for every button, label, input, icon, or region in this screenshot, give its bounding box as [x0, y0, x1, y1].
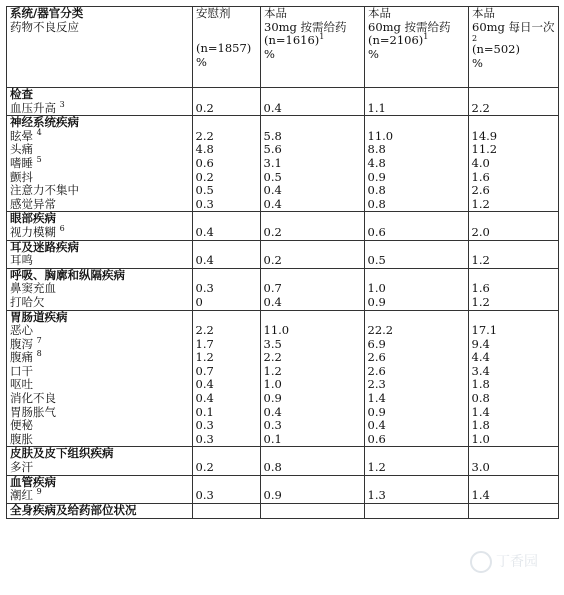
header-daily-n: (n=502) — [472, 42, 520, 57]
percentage-value: 0.8 — [367, 183, 386, 198]
header-placebo-n: (n=1857) — [196, 41, 252, 56]
footnote-marker: 7 — [36, 335, 42, 345]
percentage-value: 0.9 — [367, 169, 386, 184]
reaction-name: 消化不良 — [10, 391, 56, 406]
header-60mg-pct: % — [368, 46, 379, 61]
footnote-marker: 8 — [36, 349, 42, 359]
percentage-value: 2.2 — [195, 128, 214, 143]
percentage-value: 6.9 — [367, 336, 386, 351]
category-cell — [7, 268, 559, 310]
percentage-value: 0.1 — [195, 404, 214, 419]
percentage-value: 4.0 — [471, 155, 490, 170]
reaction-name: 潮红 $^9$ — [10, 487, 42, 503]
percentage-value: 0.9 — [263, 488, 282, 503]
reaction-name: 胃肠胀气 — [10, 404, 56, 419]
header-daily-line: 60mg 每日一次 — [472, 19, 555, 34]
category-label: 眼部疾病 — [10, 211, 56, 226]
percentage-value: 1.2 — [367, 460, 386, 475]
category-label: 血管疾病 — [10, 474, 56, 489]
category-cell — [7, 212, 559, 240]
header-placebo-line: 安慰剂 — [196, 6, 231, 20]
percentage-value: 0.9 — [263, 391, 282, 406]
header-daily-line: 本品 — [472, 6, 495, 20]
percentage-value: 0.2 — [263, 253, 282, 268]
header-placebo-pct: % — [196, 54, 207, 69]
percentage-value: 0.4 — [195, 391, 214, 406]
percentage-value: 0 — [195, 294, 203, 309]
reaction-name: 打哈欠 — [10, 294, 45, 309]
percentage-value: 0.6 — [195, 155, 214, 170]
percentage-value: 2.3 — [367, 377, 386, 392]
value-cell — [192, 88, 260, 115]
reaction-name-cell — [7, 88, 192, 115]
footnote-marker: 6 — [59, 224, 65, 234]
value-cell — [468, 269, 558, 310]
category-row — [7, 88, 559, 116]
reaction-name: 鼻窦充血 — [10, 281, 56, 296]
watermark-ring-icon — [470, 551, 492, 573]
reaction-name: 感觉异常 — [10, 196, 56, 211]
percentage-value: 22.2 — [367, 323, 394, 338]
value-cell — [260, 241, 364, 268]
percentage-value: 0.7 — [263, 281, 282, 296]
percentage-value: 2.2 — [263, 350, 282, 365]
percentage-value: 5.6 — [263, 142, 282, 157]
header-30mg-line: 本品 — [264, 6, 287, 20]
category-row — [7, 475, 559, 503]
value-cell — [260, 269, 364, 310]
value-cell — [468, 88, 558, 115]
reaction-name-cell — [7, 476, 192, 503]
value-cell — [192, 447, 260, 474]
value-cell — [260, 447, 364, 474]
header-daily-sup: 2 — [472, 34, 478, 44]
percentage-value: 3.0 — [471, 460, 490, 475]
percentage-value: 11.2 — [471, 142, 498, 157]
value-cell — [192, 116, 260, 211]
percentage-value: 2.6 — [471, 183, 490, 198]
percentage-value: 1.1 — [367, 100, 386, 115]
value-cell — [364, 447, 468, 474]
reaction-name: 颤抖 — [10, 169, 33, 184]
value-cell — [364, 241, 468, 268]
category-cell — [7, 310, 559, 447]
percentage-value: 0.4 — [263, 100, 282, 115]
footnote-marker: 9 — [36, 487, 42, 497]
percentage-value: 0.4 — [263, 294, 282, 309]
category-row — [7, 503, 559, 518]
reaction-name-cell — [7, 447, 192, 474]
header-reaction-title: 药物不良反应 — [10, 19, 79, 34]
reaction-name: 眩晕 $^4$ — [10, 127, 42, 143]
value-cell — [192, 476, 260, 503]
category-cell — [7, 88, 559, 116]
value-cell — [468, 476, 558, 503]
category-cell — [7, 240, 559, 268]
header-30mg-pct: % — [264, 46, 275, 61]
value-cell — [364, 311, 468, 447]
percentage-value: 0.3 — [195, 488, 214, 503]
category-cell — [7, 116, 559, 212]
value-cell — [364, 476, 468, 503]
reaction-name: 便秘 — [10, 418, 33, 433]
value-cell — [468, 311, 558, 447]
header-daily-pct: % — [472, 55, 483, 70]
header-30mg-cell — [261, 7, 365, 88]
header-row — [7, 7, 559, 88]
percentage-value: 1.4 — [471, 404, 490, 419]
category-cell — [7, 475, 559, 503]
percentage-value: 1.0 — [471, 431, 490, 446]
reaction-name-cell — [7, 311, 192, 447]
reaction-name-cell — [7, 116, 192, 211]
percentage-value: 1.8 — [471, 418, 490, 433]
percentage-value: 0.5 — [263, 169, 282, 184]
percentage-value: 1.3 — [367, 488, 386, 503]
header-placebo-line — [196, 21, 257, 35]
percentage-value: 8.8 — [367, 142, 386, 157]
percentage-value: 0.4 — [263, 404, 282, 419]
percentage-value: 0.8 — [367, 196, 386, 211]
percentage-value: 2.6 — [367, 350, 386, 365]
percentage-value: 0.2 — [195, 460, 214, 475]
percentage-value: 0.5 — [367, 253, 386, 268]
reaction-name: 腹痛 $^8$ — [10, 349, 42, 365]
percentage-value: 0.1 — [263, 431, 282, 446]
reaction-name: 恶心 — [10, 323, 33, 338]
percentage-value: 1.0 — [263, 377, 282, 392]
header-60mg-daily-cell — [469, 7, 559, 88]
percentage-value: 11.0 — [367, 128, 394, 143]
value-cell — [192, 504, 260, 518]
value-cell — [192, 212, 260, 239]
value-cell — [468, 212, 558, 239]
percentage-value: 2.0 — [471, 224, 490, 239]
value-cell — [468, 116, 558, 211]
percentage-value: 0.9 — [367, 294, 386, 309]
category-row — [7, 212, 559, 240]
category-label: 耳及迷路疾病 — [10, 239, 79, 254]
percentage-value: 14.9 — [471, 128, 498, 143]
percentage-value: 0.8 — [471, 391, 490, 406]
percentage-value: 0.4 — [263, 196, 282, 211]
value-cell — [192, 311, 260, 447]
header-30mg-n: (n=1616)$^1$ — [264, 32, 325, 48]
percentage-value: 0.4 — [195, 253, 214, 268]
reaction-name: 头痛 — [10, 142, 33, 157]
header-placebo-cell — [193, 7, 261, 88]
value-cell — [468, 447, 558, 474]
category-label: 神经系统疾病 — [10, 115, 79, 130]
percentage-value: 4.8 — [195, 142, 214, 157]
reaction-name: 呕吐 — [10, 377, 33, 392]
percentage-value: 4.4 — [471, 350, 490, 365]
percentage-value: 1.2 — [471, 294, 490, 309]
percentage-value: 1.2 — [263, 363, 282, 378]
percentage-value: 3.4 — [471, 363, 490, 378]
percentage-value: 2.2 — [195, 323, 214, 338]
percentage-value: 1.2 — [195, 350, 214, 365]
value-cell — [364, 212, 468, 239]
percentage-value: 9.4 — [471, 336, 490, 351]
percentage-value: 17.1 — [471, 323, 498, 338]
category-row — [7, 447, 559, 475]
percentage-value: 1.2 — [471, 253, 490, 268]
reaction-name: 耳鸣 — [10, 253, 33, 268]
percentage-value: 0.7 — [195, 363, 214, 378]
value-cell — [364, 504, 468, 518]
percentage-value: 1.6 — [471, 169, 490, 184]
percentage-value: 2.2 — [471, 100, 490, 115]
percentage-value: 0.4 — [367, 418, 386, 433]
category-label: 皮肤及皮下组织疾病 — [10, 446, 114, 461]
percentage-value: 0.2 — [195, 169, 214, 184]
value-cell — [192, 269, 260, 310]
percentage-value: 0.2 — [263, 224, 282, 239]
category-label: 全身疾病及给药部位状况 — [10, 502, 137, 517]
percentage-value: 0.2 — [195, 100, 214, 115]
percentage-value: 1.4 — [367, 391, 386, 406]
value-cell — [364, 116, 468, 211]
percentage-value: 0.3 — [195, 196, 214, 211]
header-category-title: 系统/器官分类 — [10, 6, 84, 20]
adverse-reactions-table — [6, 6, 559, 519]
percentage-value: 3.5 — [263, 336, 282, 351]
percentage-value: 2.6 — [367, 363, 386, 378]
percentage-value: 1.7 — [195, 336, 214, 351]
value-cell — [260, 311, 364, 447]
reaction-name: 注意力不集中 — [10, 183, 79, 198]
value-cell — [260, 476, 364, 503]
percentage-value: 4.8 — [367, 155, 386, 170]
reaction-name: 多汗 — [10, 460, 33, 475]
value-cell — [260, 88, 364, 115]
category-cell — [7, 447, 559, 475]
value-cell — [260, 116, 364, 211]
percentage-value: 1.2 — [471, 196, 490, 211]
value-cell — [364, 88, 468, 115]
reaction-name-cell — [7, 212, 192, 239]
header-30mg-line: 30mg 按需给药 — [264, 19, 347, 34]
watermark-logo — [470, 551, 550, 577]
reaction-name-cell — [7, 504, 192, 518]
header-category-cell — [7, 7, 193, 88]
percentage-value: 1.8 — [471, 377, 490, 392]
percentage-value: 0.4 — [263, 183, 282, 198]
percentage-value: 0.3 — [263, 418, 282, 433]
header-60mg-line: 60mg 按需给药 — [368, 19, 451, 34]
percentage-value: 1.4 — [471, 488, 490, 503]
value-cell — [260, 504, 364, 518]
footnote-marker: 5 — [36, 155, 42, 165]
category-label: 呼吸、胸廓和纵隔疾病 — [10, 267, 125, 282]
value-cell — [468, 504, 558, 518]
category-row — [7, 268, 559, 310]
category-label: 胃肠道疾病 — [10, 309, 68, 324]
value-cell — [260, 212, 364, 239]
percentage-value: 0.3 — [195, 418, 214, 433]
category-row — [7, 116, 559, 212]
value-cell — [364, 269, 468, 310]
reaction-name: 视力模糊 $^6$ — [10, 224, 65, 239]
reaction-name: 血压升高 $^3$ — [10, 99, 65, 115]
watermark-text: 丁香园 — [496, 554, 538, 570]
percentage-value: 0.9 — [367, 404, 386, 419]
percentage-value: 11.0 — [263, 323, 290, 338]
value-cell — [468, 241, 558, 268]
reaction-name: 口干 — [10, 363, 33, 378]
percentage-value: 0.6 — [367, 431, 386, 446]
reaction-name: 腹胀 — [10, 431, 33, 446]
header-60mg-n: (n=2106)$^1$ — [368, 32, 429, 48]
percentage-value: 0.3 — [195, 431, 214, 446]
percentage-value: 1.6 — [471, 281, 490, 296]
footnote-marker: 4 — [36, 127, 42, 137]
percentage-value: 1.0 — [367, 281, 386, 296]
reaction-name-cell — [7, 269, 192, 310]
footnote-marker: 3 — [59, 99, 65, 109]
percentage-value: 3.1 — [263, 155, 282, 170]
reaction-name: 腹泻 $^7$ — [10, 335, 42, 351]
category-row — [7, 310, 559, 447]
value-cell — [192, 241, 260, 268]
reaction-name-cell — [7, 241, 192, 268]
percentage-value: 0.5 — [195, 183, 214, 198]
percentage-value: 0.4 — [195, 224, 214, 239]
percentage-value: 0.3 — [195, 281, 214, 296]
header-60mg-cell — [365, 7, 469, 88]
category-label: 检查 — [10, 87, 33, 101]
category-row — [7, 240, 559, 268]
percentage-value: 5.8 — [263, 128, 282, 143]
percentage-value: 0.8 — [263, 460, 282, 475]
percentage-value: 0.6 — [367, 224, 386, 239]
reaction-name: 嗜睡 $^5$ — [10, 155, 42, 170]
header-60mg-line: 本品 — [368, 6, 391, 20]
percentage-value: 0.4 — [195, 377, 214, 392]
category-cell — [7, 503, 559, 518]
